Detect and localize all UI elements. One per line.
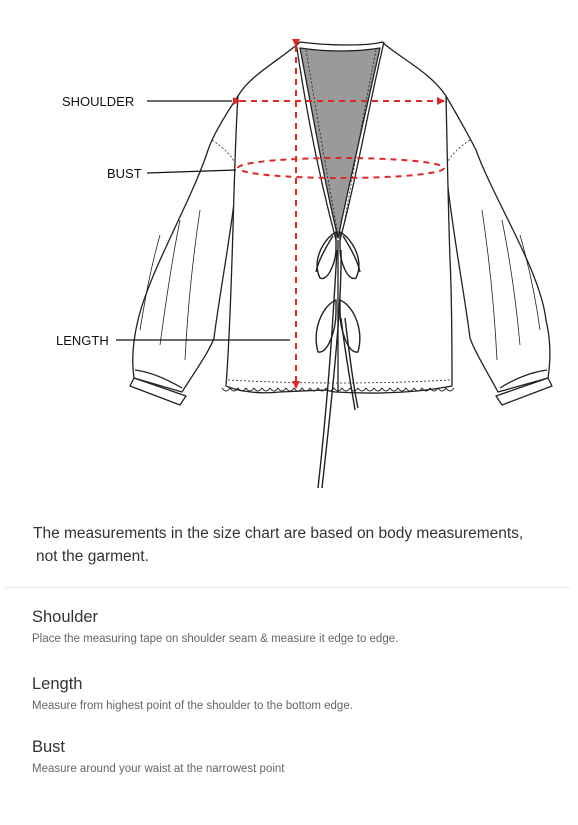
size-chart-note <box>33 522 553 568</box>
section-divider <box>4 587 570 588</box>
measurement-description: Measure from highest point of the shoulder to the bottom edge. <box>32 700 353 712</box>
note-line-1: The measurements in the size chart are based on body measurements, <box>33 525 524 542</box>
measurement-length <box>32 674 562 714</box>
bust-label: BUST <box>107 166 142 181</box>
measurement-shoulder <box>32 607 562 647</box>
note-line-2: not the garment. <box>36 548 149 565</box>
measurement-title: Shoulder <box>32 608 99 626</box>
measurement-title: Length <box>32 675 83 693</box>
length-label: LENGTH <box>56 333 109 348</box>
shoulder-label: SHOULDER <box>62 94 135 109</box>
measurement-description: Measure around your waist at the narrowest point <box>32 763 285 775</box>
measurement-bust <box>32 737 562 777</box>
measurement-description: Place the measuring tape on shoulder seam & measure it edge to edge. <box>32 633 399 645</box>
garment-illustration <box>130 42 552 488</box>
right-sleeve <box>446 96 550 392</box>
measurement-title: Bust <box>32 738 66 756</box>
